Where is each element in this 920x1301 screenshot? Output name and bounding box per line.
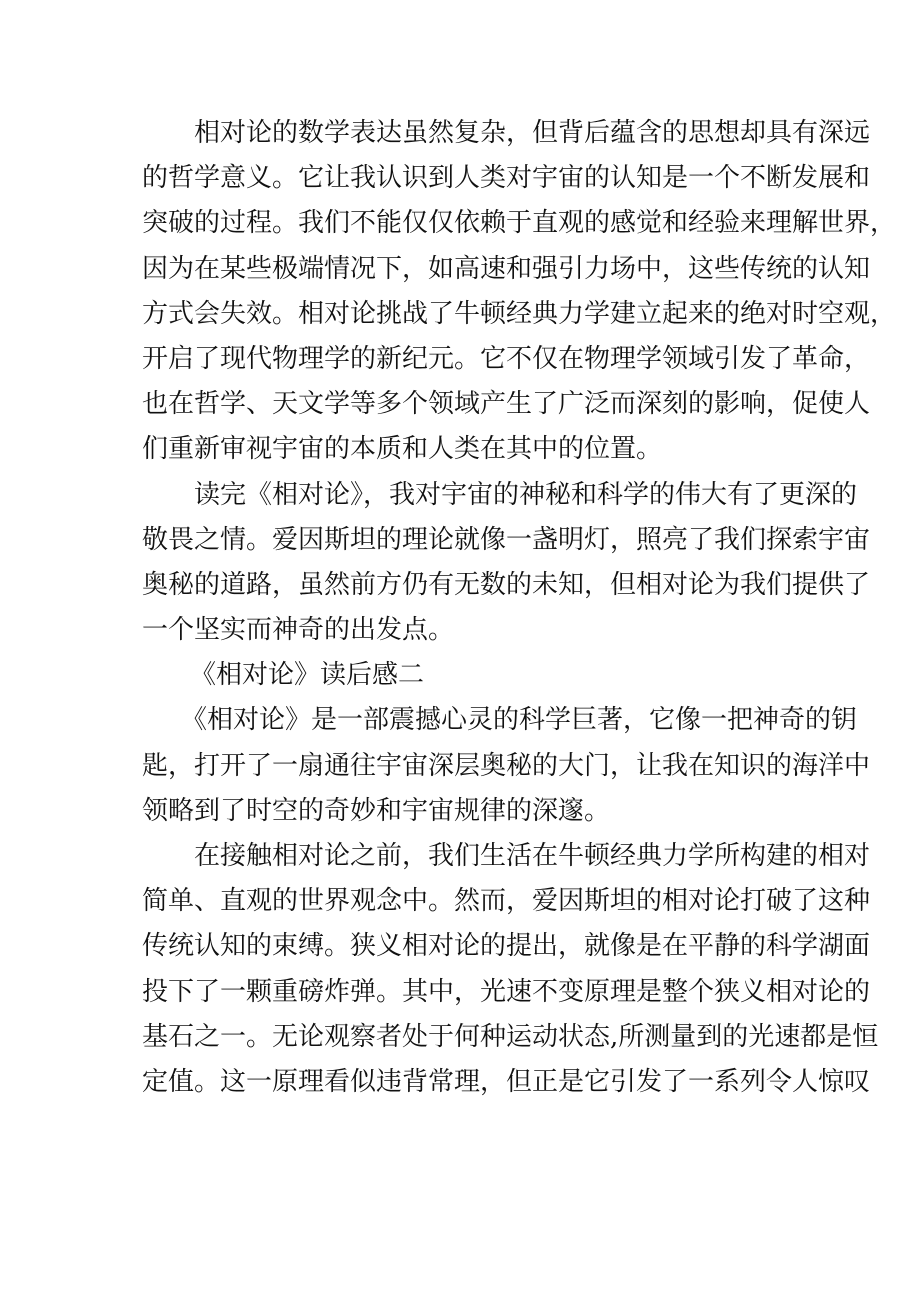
text-line: 传统认知的束缚。狭义相对论的提出，就像是在平静的科学湖面 xyxy=(142,931,871,962)
text-line: 方式会失效。相对论挑战了牛顿经典力学建立起来的绝对时空观， xyxy=(142,298,897,329)
section-heading-block xyxy=(142,653,802,698)
text-line: 们重新审视宇宙的本质和人类在其中的位置。 xyxy=(142,434,663,465)
paragraph-reflection xyxy=(142,473,871,654)
paragraph-philosophical-meaning xyxy=(142,111,897,473)
section-heading: 《相对论》读后感二 xyxy=(190,660,425,691)
document-body xyxy=(142,111,897,1105)
text-line: 也在哲学、天文学等多个领域产生了广泛而深刻的影响，促使人 xyxy=(142,389,871,420)
text-line: 读完《相对论》，我对宇宙的神秘和科学的伟大有了更深的 xyxy=(142,479,858,510)
text-line: 一个坚实而神奇的出发点。 xyxy=(142,615,455,646)
text-line: 《相对论》是一部震撼心灵的科学巨著，它像一把神奇的钥 xyxy=(142,705,858,736)
text-line: 开启了现代物理学的新纪元。它不仅在物理学领域引发了革命， xyxy=(142,343,871,374)
text-line: 简单、直观的世界观念中。然而，爱因斯坦的相对论打破了这种 xyxy=(142,886,871,917)
text-line: 基石之一。无论观察者处于何种运动状态,所测量到的光速都是恒 xyxy=(142,1021,879,1052)
text-line: 的哲学意义。它让我认识到人类对宇宙的认知是一个不断发展和 xyxy=(142,163,871,194)
text-line: 匙，打开了一扇通往宇宙深层奥秘的大门，让我在知识的海洋中 xyxy=(142,750,871,781)
text-line: 相对论的数学表达虽然复杂，但背后蕴含的思想却具有深远 xyxy=(142,118,871,148)
text-line: 突破的过程。我们不能仅仅依赖于直观的感觉和经验来理解世界， xyxy=(142,208,897,239)
paragraph-book-introduction xyxy=(142,698,871,834)
text-line: 奥秘的道路，虽然前方仍有无数的未知，但相对论为我们提供了 xyxy=(142,569,871,600)
text-line: 敬畏之情。爱因斯坦的理论就像一盏明灯，照亮了我们探索宇宙 xyxy=(142,524,871,555)
text-line: 投下了一颗重磅炸弹。其中，光速不变原理是整个狭义相对论的 xyxy=(142,976,871,1007)
text-line: 领略到了时空的奇妙和宇宙规律的深邃。 xyxy=(142,795,611,826)
paragraph-special-relativity xyxy=(142,834,879,1105)
text-line: 在接触相对论之前，我们生活在牛顿经典力学所构建的相对 xyxy=(142,841,871,871)
text-line: 定值。这一原理看似违背常理，但正是它引发了一系列令人惊叹 xyxy=(142,1066,871,1097)
text-line: 因为在某些极端情况下，如高速和强引力场中，这些传统的认知 xyxy=(142,253,871,284)
